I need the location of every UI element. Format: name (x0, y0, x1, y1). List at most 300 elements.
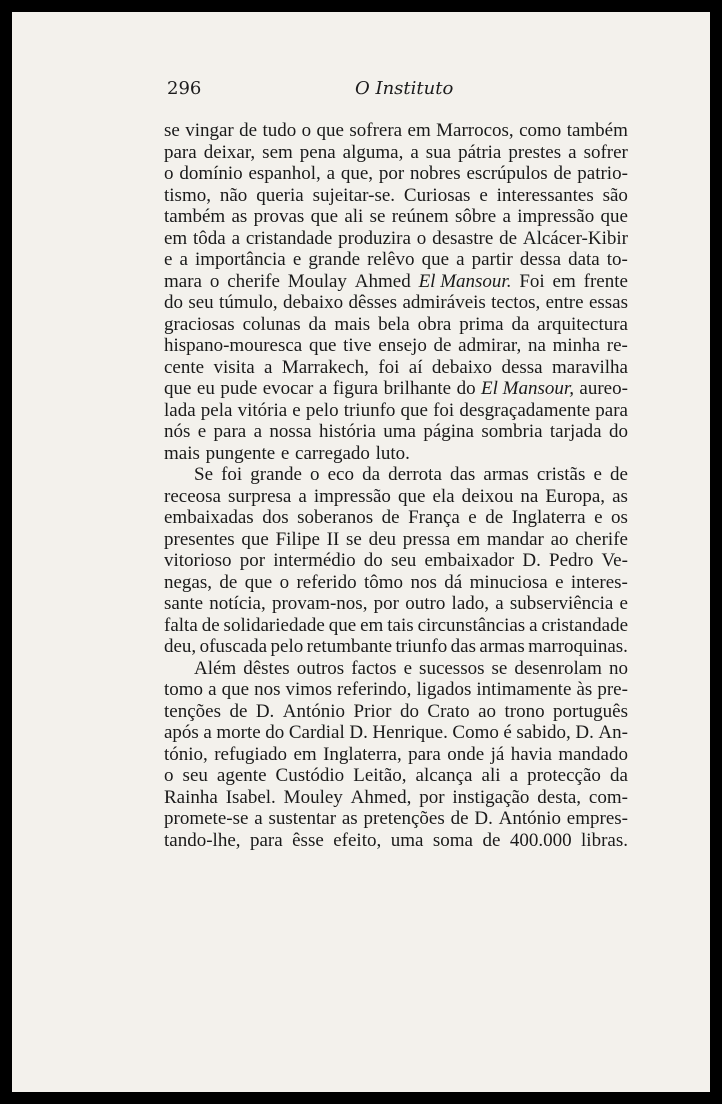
word: provas (253, 206, 305, 227)
word: eu (196, 378, 215, 399)
word: já (490, 743, 505, 765)
word: re- (606, 335, 628, 356)
word: de (201, 614, 220, 636)
word: França (408, 507, 460, 528)
word: admirar, (458, 335, 522, 356)
word: mandado (558, 743, 628, 765)
word: em (293, 743, 317, 765)
word: de (229, 700, 248, 722)
word: Curiosas (403, 184, 471, 206)
word: espanhol, (248, 163, 321, 184)
word: presentes (164, 528, 235, 550)
word: sombria (481, 421, 543, 442)
word: impressão (313, 485, 391, 507)
text-line (164, 314, 628, 336)
word: Henrique. (372, 722, 448, 743)
word: Filipe (275, 528, 320, 550)
word: factos (351, 657, 397, 679)
word: carregado (295, 442, 370, 464)
word: prestes (508, 141, 562, 163)
word: os (611, 507, 628, 528)
word: que (400, 399, 428, 421)
word: foi (378, 356, 400, 378)
word: subserviência (509, 593, 614, 614)
word: Rainha (164, 786, 218, 808)
word: página (423, 421, 474, 442)
word: pátria (458, 141, 502, 163)
word: sucessos (419, 657, 485, 679)
word: também (566, 120, 628, 141)
word: reúnem (391, 206, 449, 227)
word: e (280, 442, 290, 464)
word: das (450, 636, 476, 657)
word: graciosas (164, 313, 235, 335)
word: prima (459, 313, 504, 335)
word: libras. (581, 829, 628, 851)
word: o (416, 227, 427, 249)
word: cristandade (245, 227, 333, 249)
word: de (482, 829, 501, 851)
text-line (164, 486, 628, 508)
word: alcança (415, 765, 473, 786)
word: desenrolam (514, 657, 602, 679)
word: admiráveis (402, 292, 486, 313)
word: pelo (270, 636, 304, 657)
running-title: O Instituto (355, 78, 454, 99)
word: seu (182, 765, 208, 786)
word: e (468, 507, 477, 528)
word: embaixador (424, 550, 515, 571)
word: vitorioso (164, 550, 232, 571)
word: é (503, 722, 512, 743)
word: ensejo (378, 335, 427, 356)
word: desta, (537, 786, 582, 808)
word: Se (194, 464, 213, 485)
word: o (310, 464, 320, 485)
word: Ahmed (354, 270, 411, 292)
text-line (164, 185, 628, 207)
word: sôbre (455, 206, 497, 227)
word: Inglaterra (511, 507, 586, 528)
word: armas (479, 636, 525, 657)
word: uma (390, 829, 424, 851)
word: grande (250, 464, 302, 485)
word: ofuscada (199, 636, 268, 657)
word: sofrera (349, 120, 403, 141)
word: promete-se (164, 808, 249, 829)
text-line (164, 658, 628, 680)
word: história (318, 421, 376, 442)
word: o (301, 120, 312, 141)
word: em (407, 120, 431, 141)
word: minuciosa (469, 571, 548, 593)
word: pela (200, 399, 233, 421)
word: português (553, 700, 628, 722)
word: Como (452, 722, 499, 743)
word: a (495, 593, 504, 614)
word: a (456, 249, 465, 270)
word: havia (510, 743, 552, 765)
word: ela (432, 485, 455, 507)
word: Foi (519, 270, 545, 292)
text-line (164, 378, 628, 400)
word: vingar (185, 120, 234, 141)
word: intimamente (476, 679, 572, 700)
word: cristandade (541, 614, 628, 636)
word: dessa (519, 249, 561, 270)
word: dêsses (348, 292, 398, 313)
word: nós (164, 421, 191, 442)
word: por (373, 593, 399, 614)
word: para (408, 743, 441, 765)
word: uma (383, 421, 416, 442)
text-line (164, 228, 628, 250)
word: tôda (193, 227, 226, 249)
word: se (369, 206, 386, 227)
word: de (219, 571, 238, 593)
word: a (298, 485, 307, 507)
word: agente (216, 765, 267, 786)
word: frente (583, 270, 628, 292)
word: as (231, 206, 248, 227)
word: na (520, 485, 539, 507)
word: outros (296, 657, 345, 679)
word: 400.000 (509, 829, 572, 851)
word: interes- (570, 571, 628, 593)
word: Marrakech, (281, 356, 369, 378)
word: o (164, 163, 174, 184)
word: Mouley (283, 786, 343, 808)
text-line (164, 615, 628, 637)
word: não (219, 184, 248, 206)
word: tónio, (164, 743, 208, 765)
text-line (164, 249, 628, 271)
word: túmulo, (219, 292, 278, 313)
word: tais (387, 614, 414, 636)
word: D. (575, 722, 594, 743)
word: vimos (285, 679, 332, 700)
word: patrio- (577, 163, 628, 184)
word: foi (221, 464, 243, 485)
word: tando-lhe, (164, 829, 241, 851)
word: receosa (164, 485, 221, 507)
word: nobres (409, 163, 461, 184)
word: An- (598, 722, 628, 743)
text-line (164, 830, 628, 852)
word: ao (478, 700, 497, 722)
word: brilhante (383, 378, 452, 399)
word: mandar (486, 528, 544, 550)
word: a (253, 421, 263, 442)
text-line (164, 636, 628, 658)
word: sante (164, 593, 204, 614)
text-line (164, 443, 628, 465)
word: e (164, 249, 173, 270)
word: Crato (427, 700, 470, 722)
word: dos (262, 507, 289, 528)
word: a (208, 679, 217, 700)
paragraph (164, 464, 628, 658)
word: referindo, (337, 679, 412, 700)
word: deixar, (203, 141, 256, 163)
text-line (164, 507, 628, 529)
word: em (456, 528, 481, 550)
word: tectos, (491, 292, 541, 313)
word: hispano-mouresca (164, 335, 303, 356)
word: êsse (292, 829, 324, 851)
word: tismo, (164, 184, 211, 206)
text-line (164, 120, 628, 142)
word: a (568, 141, 577, 163)
word: referido (296, 571, 357, 593)
word: D. (474, 808, 493, 829)
word: partir (471, 249, 513, 270)
word: seu (188, 292, 214, 313)
word: em (360, 614, 384, 636)
book-page (12, 12, 710, 1092)
word: são (602, 184, 628, 206)
word: luto. (375, 442, 410, 464)
word: por (378, 163, 405, 184)
word: D. (349, 722, 368, 743)
word: soma (432, 829, 473, 851)
word: sujeitar-se. (312, 184, 396, 206)
word: também (164, 206, 226, 227)
word: pre- (597, 679, 628, 700)
word: Alcácer-Kibir (522, 227, 628, 249)
word: dêstes (243, 657, 290, 679)
word: se (346, 528, 362, 550)
word: Pedro (549, 550, 594, 571)
word: nos (410, 571, 437, 593)
word: de (485, 507, 504, 528)
word: de (381, 507, 400, 528)
word: relêvo (367, 249, 415, 270)
word: em (164, 227, 188, 249)
word: protecção (527, 765, 601, 786)
text-line (164, 142, 628, 164)
text-line (164, 744, 628, 766)
text-line (164, 808, 628, 830)
word: aureo- (579, 378, 628, 399)
word: cristãs (536, 464, 586, 485)
word: Leitão, (353, 765, 407, 786)
word: tive (343, 335, 372, 356)
text-line (164, 572, 628, 594)
word: pude (220, 378, 258, 399)
word: na (527, 335, 546, 356)
word: mais (164, 442, 200, 464)
text-line (164, 400, 628, 422)
word: a (254, 808, 263, 829)
word: pena (299, 141, 336, 163)
text-line (164, 163, 628, 185)
word: pelo (305, 399, 339, 421)
word: que (308, 335, 337, 356)
word: de (609, 464, 628, 485)
word: efeito, (333, 829, 382, 851)
word: e (292, 399, 301, 421)
word: evocar (262, 378, 314, 399)
word: sofrer (583, 141, 628, 163)
word: do (265, 722, 285, 743)
word: deixou (461, 485, 514, 507)
word: deu, (164, 636, 197, 657)
word: que (397, 485, 426, 507)
word: tarjada (549, 421, 602, 442)
word: das (449, 464, 476, 485)
word: Marrocos, (436, 120, 514, 141)
word: que (164, 378, 192, 399)
body-text (164, 120, 628, 851)
word: sem (262, 141, 293, 163)
word: do (456, 378, 476, 399)
word: Cardial (288, 722, 345, 743)
word: de (553, 163, 572, 184)
word: colunas (242, 313, 301, 335)
word: a (410, 141, 419, 163)
word: e (619, 593, 628, 614)
word: como (519, 120, 562, 141)
word: da (511, 313, 530, 335)
word: sustentar (268, 808, 337, 829)
word: onde (447, 743, 485, 765)
word: notícia, (209, 593, 266, 614)
word: seu (390, 550, 417, 571)
word: que (244, 571, 273, 593)
word: dessa (501, 356, 543, 378)
word: marroquinas. (528, 636, 628, 657)
word: domínio (179, 163, 243, 184)
word: mais (334, 313, 371, 335)
word: do (164, 292, 183, 313)
word: ligados (416, 679, 472, 700)
word: Europa, (545, 485, 606, 507)
word: pungente (205, 442, 276, 464)
word: visita (213, 356, 255, 378)
paragraph (164, 658, 628, 852)
word: circunstâncias (417, 614, 526, 636)
word: outro (405, 593, 446, 614)
word: figura (332, 378, 379, 399)
word: soberanos (297, 507, 374, 528)
word: minha (552, 335, 601, 356)
word: a (179, 249, 188, 270)
word: importância (195, 249, 286, 270)
word: Isabel. (225, 786, 276, 808)
text-line (164, 722, 628, 744)
word: interessantes (496, 184, 594, 206)
word: para (249, 829, 283, 851)
page-number: 296 (167, 78, 202, 99)
word: do (399, 700, 419, 722)
text-line (164, 765, 628, 787)
word: desastre (432, 227, 494, 249)
text-line (164, 787, 628, 809)
word: por (419, 786, 445, 808)
word: Prior (353, 700, 392, 722)
word: a (264, 356, 273, 378)
word: triunfo (395, 636, 448, 657)
word: II (326, 528, 340, 550)
text-line (164, 464, 628, 486)
word: António (498, 808, 561, 829)
word: data (568, 249, 600, 270)
word: tudo (262, 120, 297, 141)
word: surpresa (228, 485, 292, 507)
text-line (164, 206, 628, 228)
word: da (308, 313, 327, 335)
word: de (450, 808, 469, 829)
word: Ve- (601, 550, 628, 571)
word: que (328, 614, 357, 636)
word: a (502, 206, 511, 227)
word: arquitectura (537, 313, 628, 335)
word: cherife (575, 528, 628, 550)
word: embaixadas (164, 507, 254, 528)
word: ali (481, 765, 501, 786)
word: e (197, 421, 207, 442)
page-header (167, 78, 527, 108)
word: da (609, 765, 628, 786)
word: grande (308, 249, 361, 270)
word: essas (588, 292, 628, 313)
word: tomo (164, 679, 204, 700)
word: El Mansour, (481, 378, 574, 399)
word: a (318, 378, 328, 399)
word: morte (216, 722, 261, 743)
word: retumbante (306, 636, 393, 657)
word: falta (164, 614, 198, 636)
word: em (552, 270, 576, 292)
word: sua (425, 141, 452, 163)
word: de (239, 120, 258, 141)
word: se (491, 657, 508, 679)
text-line (164, 529, 628, 551)
word: instigação (452, 786, 530, 808)
word: o (209, 270, 220, 292)
word: entre (545, 292, 584, 313)
word: que (421, 249, 450, 270)
word: Inglaterra, (323, 743, 402, 765)
word: António (282, 700, 346, 722)
word: pressa (402, 528, 451, 550)
word: a (326, 163, 336, 184)
word: alguma, (342, 141, 404, 163)
word: provam-nos, (271, 593, 368, 614)
word: D. (255, 700, 275, 722)
word: mara (164, 270, 202, 292)
word: tenções (164, 700, 221, 722)
word: e (403, 657, 413, 679)
word: empres- (566, 808, 628, 829)
word: obra (417, 313, 452, 335)
word: o (279, 571, 290, 593)
word: El Mansour. (418, 270, 512, 292)
word: sabido, (516, 722, 571, 743)
word: triunfo (343, 399, 396, 421)
word: ao (550, 528, 569, 550)
word: armas (483, 464, 529, 485)
text-line (164, 550, 628, 572)
word: para (213, 421, 247, 442)
word: bela (378, 313, 410, 335)
word: dá (444, 571, 463, 593)
word: intermédio (273, 550, 356, 571)
word: da (362, 464, 381, 485)
word: a (509, 765, 519, 786)
word: do (363, 550, 383, 571)
